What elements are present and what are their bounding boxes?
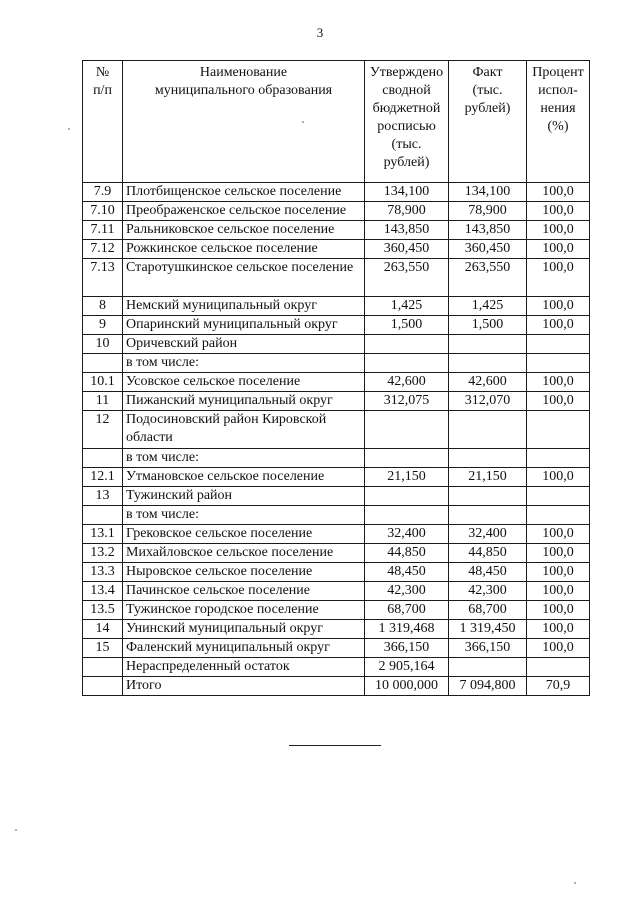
row-approved: 1 319,468 [365,620,449,639]
row-approved: 263,550 [365,259,449,297]
row-fact: 78,900 [449,202,527,221]
scan-speck [68,128,70,130]
table-row [83,202,590,221]
row-number: 7.10 [83,202,123,221]
row-name: Тужинское городское поселение [123,601,365,620]
row-approved [365,487,449,506]
header-line: (%) [547,119,569,134]
header-line: Процент [532,65,584,80]
table-row [83,468,590,487]
row-percent [527,411,590,449]
table-row [83,411,590,449]
row-percent: 100,0 [527,221,590,240]
row-approved [365,449,449,468]
row-percent: 100,0 [527,373,590,392]
table-row [83,639,590,658]
row-name: Ральниковское сельское поселение [123,221,365,240]
row-fact: 1,425 [449,297,527,316]
row-name: в том числе: [123,354,365,373]
row-name: Фаленский муниципальный округ [123,639,365,658]
scan-speck [574,882,576,884]
row-name: Опаринский муниципальный округ [123,316,365,335]
row-approved: 312,075 [365,392,449,411]
row-name: Михайловское сельское поселение [123,544,365,563]
header-line: рублей) [383,155,430,170]
table-row [83,563,590,582]
row-fact: 366,150 [449,639,527,658]
row-percent: 100,0 [527,582,590,601]
row-approved: 32,400 [365,525,449,544]
row-number [83,677,123,696]
row-approved: 143,850 [365,221,449,240]
row-number: 15 [83,639,123,658]
row-percent: 100,0 [527,202,590,221]
header-line: росписью [377,119,436,134]
header-approved [365,61,449,183]
row-percent: 100,0 [527,639,590,658]
table-row [83,392,590,411]
row-number: 8 [83,297,123,316]
table-body [83,183,590,696]
table-row [83,449,590,468]
row-number: 10 [83,335,123,354]
table-row [83,354,590,373]
row-number [83,354,123,373]
row-number: 7.11 [83,221,123,240]
table-row [83,221,590,240]
table-row [83,487,590,506]
row-percent: 100,0 [527,544,590,563]
header-line: бюджетной [372,101,441,116]
row-percent [527,506,590,525]
header-line: № [95,65,110,80]
row-number: 7.12 [83,240,123,259]
row-fact: 143,850 [449,221,527,240]
header-line: п/п [93,83,112,98]
table-row [83,620,590,639]
row-number: 10.1 [83,373,123,392]
row-approved: 42,300 [365,582,449,601]
row-name: в том числе: [123,506,365,525]
row-number [83,449,123,468]
row-fact: 21,150 [449,468,527,487]
header-line: испол- [538,83,578,98]
row-fact [449,335,527,354]
row-percent [527,487,590,506]
row-approved: 1,425 [365,297,449,316]
row-name: Оричевский район [123,335,365,354]
row-percent: 100,0 [527,468,590,487]
row-name: Тужинский район [123,487,365,506]
row-fact: 263,550 [449,259,527,297]
row-percent [527,449,590,468]
row-fact: 7 094,800 [449,677,527,696]
table-row [83,544,590,563]
table-row [83,582,590,601]
header-line: сводной [382,83,431,98]
header-line: (тыс. [472,83,503,98]
row-approved [365,335,449,354]
table-row [83,183,590,202]
row-approved: 360,450 [365,240,449,259]
row-percent [527,354,590,373]
row-fact [449,449,527,468]
row-number: 13.2 [83,544,123,563]
row-name: Пижанский муниципальный округ [123,392,365,411]
header-line: (тыс. [391,137,422,152]
row-percent: 100,0 [527,297,590,316]
row-fact: 1 319,450 [449,620,527,639]
table-row [83,373,590,392]
row-fact: 48,450 [449,563,527,582]
table-row [83,658,590,677]
row-number: 13.5 [83,601,123,620]
row-number: 12.1 [83,468,123,487]
row-percent: 100,0 [527,316,590,335]
table-row [83,335,590,354]
row-number: 13.1 [83,525,123,544]
row-number: 11 [83,392,123,411]
table-row [83,525,590,544]
row-percent: 100,0 [527,525,590,544]
row-name: Итого [123,677,365,696]
header-num [83,61,123,183]
row-name: Пачинское сельское поселение [123,582,365,601]
row-fact: 134,100 [449,183,527,202]
table-row [83,316,590,335]
row-number: 9 [83,316,123,335]
row-approved: 48,450 [365,563,449,582]
row-fact: 68,700 [449,601,527,620]
row-number: 13.3 [83,563,123,582]
table-header [83,61,590,183]
header-name [123,61,365,183]
row-name: Ныровское сельское поселение [123,563,365,582]
row-name: Грековское сельское поселение [123,525,365,544]
row-approved: 78,900 [365,202,449,221]
row-percent: 70,9 [527,677,590,696]
row-name: Унинский муниципальный округ [123,620,365,639]
row-number: 13 [83,487,123,506]
row-fact: 360,450 [449,240,527,259]
row-fact [449,411,527,449]
row-name: Немский муниципальный округ [123,297,365,316]
row-name: Старотушкинское сельское поселение [123,259,365,297]
row-fact [449,354,527,373]
row-fact: 32,400 [449,525,527,544]
row-approved: 21,150 [365,468,449,487]
row-approved: 68,700 [365,601,449,620]
row-number: 13.4 [83,582,123,601]
table-row [83,677,590,696]
header-line: нения [540,101,576,116]
row-fact: 1,500 [449,316,527,335]
row-approved: 44,850 [365,544,449,563]
row-percent: 100,0 [527,563,590,582]
row-percent [527,658,590,677]
row-percent: 100,0 [527,240,590,259]
row-fact [449,658,527,677]
header-line: Утверждено [369,65,444,80]
row-number: 14 [83,620,123,639]
scan-speck [302,121,304,123]
row-percent: 100,0 [527,601,590,620]
row-number [83,506,123,525]
row-fact: 312,070 [449,392,527,411]
row-fact: 44,850 [449,544,527,563]
row-name: Подосиновский район Кировской области [123,411,365,449]
row-name: в том числе: [123,449,365,468]
page-number: 3 [316,25,324,40]
table-row [83,601,590,620]
row-percent [527,335,590,354]
row-name: Рожкинское сельское поселение [123,240,365,259]
table-row [83,506,590,525]
row-number: 12 [83,411,123,449]
table-row [83,259,590,297]
header-line: муниципального образования [154,83,333,98]
row-fact: 42,300 [449,582,527,601]
row-approved: 2 905,164 [365,658,449,677]
row-fact: 42,600 [449,373,527,392]
row-approved: 10 000,000 [365,677,449,696]
header-line: рублей) [464,101,511,116]
row-approved: 366,150 [365,639,449,658]
row-approved [365,354,449,373]
header-line: Факт [472,65,503,80]
row-fact [449,506,527,525]
row-number [83,658,123,677]
header-fact [449,61,527,183]
row-approved: 134,100 [365,183,449,202]
row-name: Плотбищенское сельское поселение [123,183,365,202]
row-number: 7.9 [83,183,123,202]
row-name: Усовское сельское поселение [123,373,365,392]
header-percent [527,61,590,183]
row-approved [365,506,449,525]
row-percent: 100,0 [527,183,590,202]
separator-line [289,745,381,746]
row-approved: 1,500 [365,316,449,335]
row-percent: 100,0 [527,392,590,411]
table-row [83,240,590,259]
row-approved: 42,600 [365,373,449,392]
table-row [83,297,590,316]
scan-speck [15,829,17,831]
row-name: Преображенское сельское поселение [123,202,365,221]
row-percent: 100,0 [527,620,590,639]
row-fact [449,487,527,506]
budget-table [82,60,590,696]
row-approved [365,411,449,449]
row-name: Нераспределенный остаток [123,658,365,677]
row-number: 7.13 [83,259,123,297]
row-percent: 100,0 [527,259,590,297]
row-name: Утмановское сельское поселение [123,468,365,487]
header-line: Наименование [199,65,288,80]
